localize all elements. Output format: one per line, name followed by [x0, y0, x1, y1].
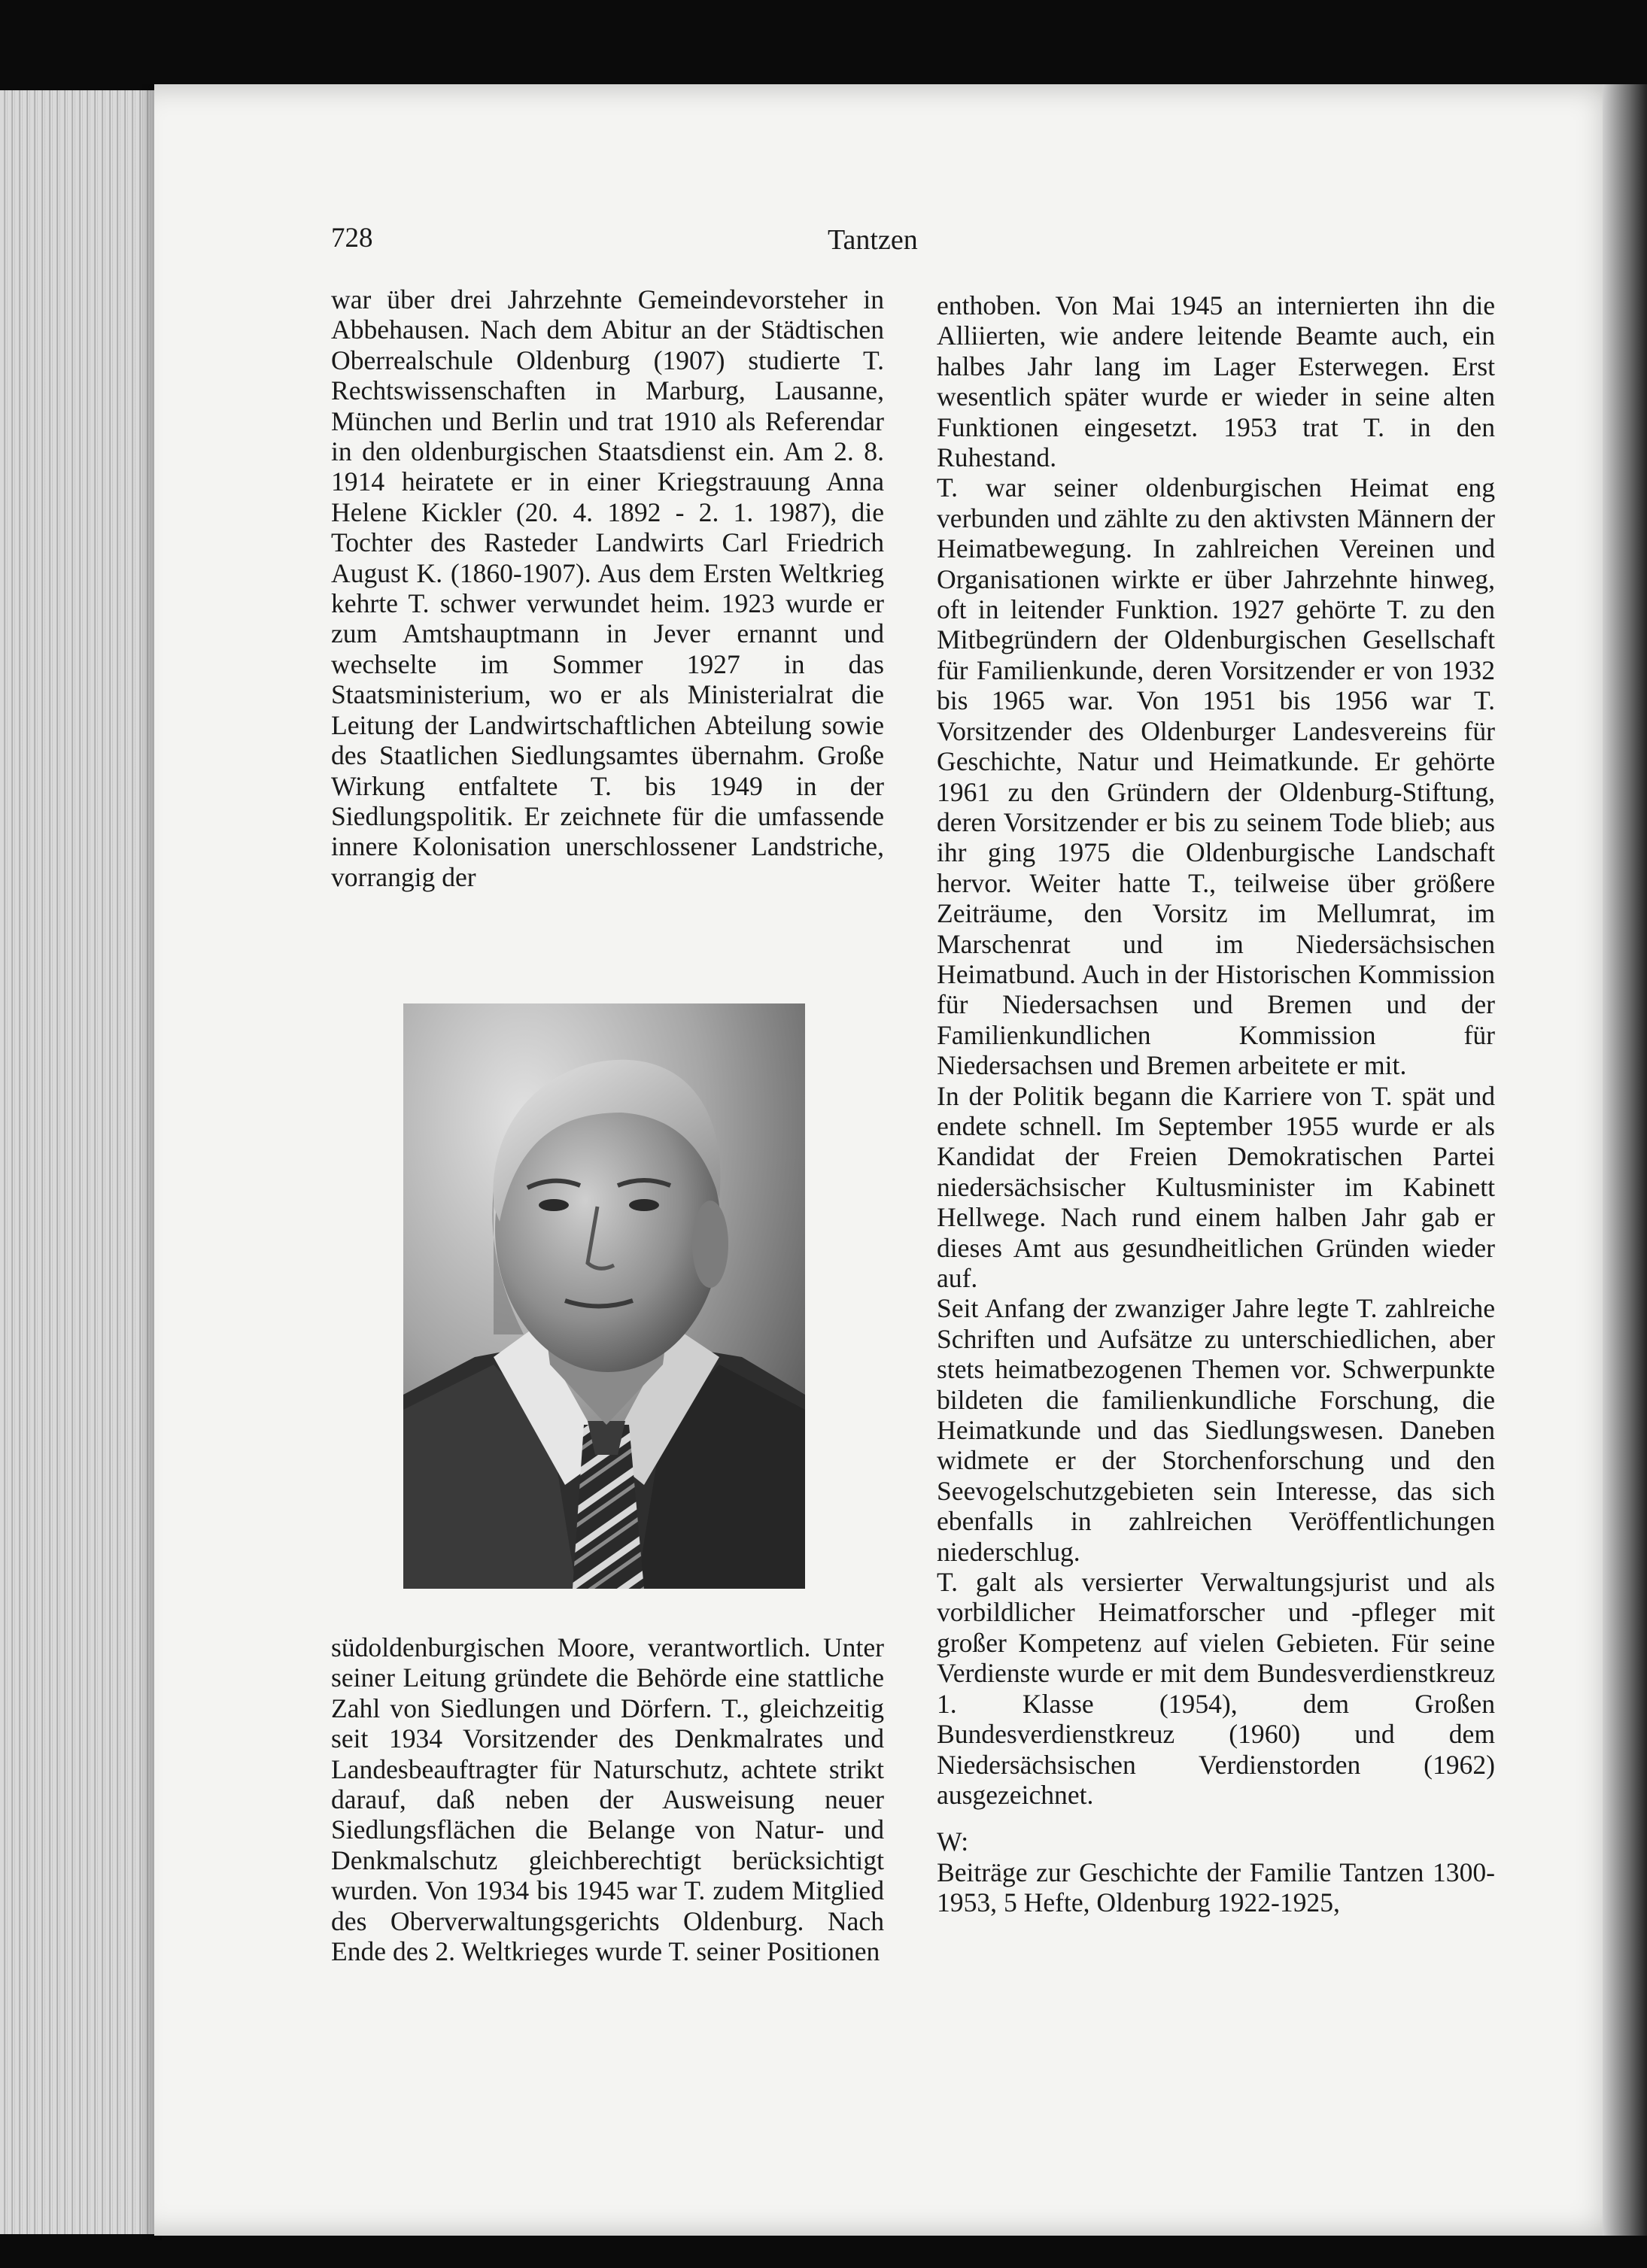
paragraph: T. galt als versierter Verwaltungsjurist und als vorbildlicher Heimatforscher und -pfleger mit großer Kompetenz auf vielen Gebieten. Für seine Verdienste wurde er mit dem Bundesverdienstkreuz 1. Klasse (1954), dem Großen Bundesverdienstkreuz (1960) und dem Niedersächsischen Verdienstorden (1962) ausgezeichnet. — [937, 1567, 1495, 1810]
portrait-photo — [403, 1003, 805, 1589]
paragraph: war über drei Jahrzehnte Gemeindevorsteher in Abbehausen. Nach dem Abitur an der Städtischen Oberrealschule Oldenburg (1907) studierte T. Rechtswissenschaften in Marburg, Lausanne, München und Berlin und trat 1910 als Referendar in den oldenburgischen Staatsdienst ein. Am 2. 8. 1914 heiratete er in einer Kriegstrauung Anna Helene Kickler (20. 4. 1892 - 2. 1. 1987), die Tochter des Rasteder Landwirts Carl Friedrich August K. (1860-1907). Aus dem Ersten Weltkrieg kehrte T. schwer verwundet heim. 1923 wurde er zum Amtshauptmann in Jever ernannt und wechselte im Sommer 1927 in das Staatsministerium, wo er als Ministerialrat die Leitung der Landwirtschaftlichen Abteilung sowie des Staatlichen Siedlungsamtes übernahm. Große Wirkung entfaltete T. bis 1949 in der Siedlungspolitik. Er zeichnete für die umfassende innere Kolonisation unerschlossener Landstriche, vorrangig der — [331, 284, 884, 892]
paragraph: T. war seiner oldenburgischen Heimat eng verbunden und zählte zu den aktivsten Männern der Heimatbewegung. In zahlreichen Vereinen und Organisationen wirkte er über Jahrzehnte hinweg, oft in leitender Funktion. 1927 gehörte T. zu den Mitbegründern der Oldenburgischen Gesellschaft für Familienkunde, deren Vorsitzender er von 1932 bis 1965 war. Von 1951 bis 1956 war T. Vorsitzender des Oldenburger Landesvereins für Geschichte, Natur und Heimatkunde. Er gehörte 1961 zu den Gründern der Oldenburg-Stiftung, deren Vorsitzender er bis zu seinem Tode blieb; aus ihr ging 1975 die Oldenburgische Landschaft hervor. Weiter hatte T., teilweise über größere Zeiträume, den Vorsitz im Mellumrat, im Marschenrat und im Niedersächsischen Heimatbund. Auch in der Historischen Kommission für Niedersachsen und Bremen und der Familienkundlichen Kommission für Niedersachsen und Bremen arbeitete er mit. — [937, 472, 1495, 1081]
works-entry: Beiträge zur Geschichte der Familie Tantzen 1300-1953, 5 Hefte, Oldenburg 1922-1925, — [937, 1857, 1495, 1918]
paragraph: enthoben. Von Mai 1945 an internierten ihn die Alliierten, wie andere leitende Beamte auch, ein halbes Jahr lang im Lager Esterwegen. Erst wesentlich später wurde er wieder in seine alten Funktionen eingesetzt. 1953 trat T. in den Ruhestand. — [937, 290, 1495, 473]
left-column-top — [331, 284, 884, 892]
left-column-bottom — [331, 1632, 884, 1966]
paragraph: In der Politik begann die Karriere von T. spät und endete schnell. Im September 1955 wurde er als Kandidat der Freien Demokratischen Partei niedersächsischer Kultusminister im Kabinett Hellwege. Nach rund einem halben Jahr gab er dieses Amt aus gesundheitlichen Gründen wieder auf. — [937, 1080, 1495, 1293]
paragraph: südoldenburgischen Moore, verantwortlich. Unter seiner Leitung gründete die Behörde eine stattliche Zahl von Siedlungen und Dörfern. T., gleichzeitig seit 1934 Vorsitzender des Denkmalrates und Landesbeauftragter für Naturschutz, achtete strikt darauf, daß neben der Ausweisung neuer Siedlungsflächen die Belange von Natur- und Denkmalschutz gleichberechtigt berücksichtigt wurden. Von 1934 bis 1945 war T. zudem Mitglied des Oberverwaltungsgerichts Oldenburg. Nach Ende des 2. Weltkrieges wurde T. seiner Positionen — [331, 1632, 884, 1967]
paragraph: Seit Anfang der zwanziger Jahre legte T. zahlreiche Schriften und Aufsätze zu unterschiedlichen, aber stets heimatbezogenen Themen vor. Schwerpunkte bildeten die familienkundliche Forschung, die Heimatkunde und das Siedlungswesen. Daneben widmete er der Storchenforschung und den Seevogelschutzgebieten sein Interesse, das sich ebenfalls in zahlreichen Veröffentlichungen niederschlug. — [937, 1293, 1495, 1567]
works-heading: W: — [937, 1826, 969, 1857]
book-page-edges — [0, 90, 158, 2234]
running-head: Tantzen — [828, 224, 918, 256]
page-number: 728 — [331, 223, 373, 254]
page-right-edge — [1603, 84, 1647, 2236]
right-column — [937, 290, 1495, 1918]
